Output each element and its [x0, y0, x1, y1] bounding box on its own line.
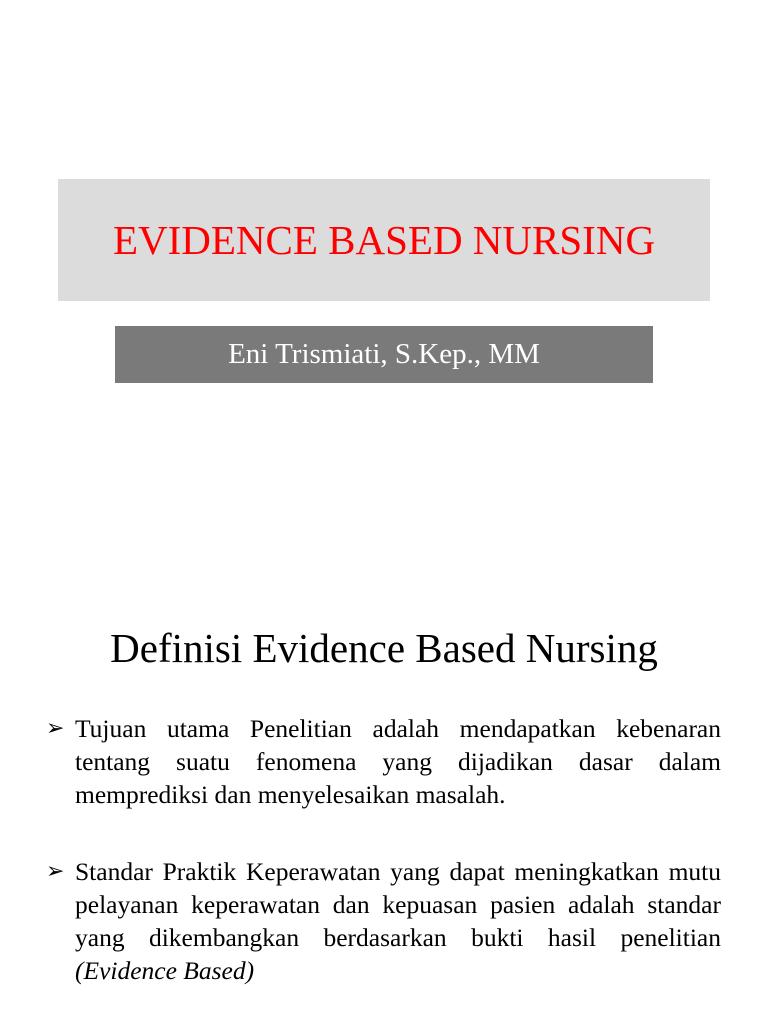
- bullet-list: [46, 712, 721, 1031]
- bullet-italic-text: (Evidence Based): [75, 956, 255, 985]
- author-banner: [115, 326, 653, 383]
- author-name: Eni Trismiati, S.Kep., MM: [228, 338, 540, 370]
- title-banner: [58, 179, 710, 301]
- arrow-bullet-icon: ➢: [46, 859, 65, 884]
- slide-title: EVIDENCE BASED NURSING: [112, 217, 656, 263]
- bullet-text: Standar Praktik Keperawatan yang dapat meningkatkan mutu pelayanan keperawatan dan kepuasan pasien adalah standar yang dikembangkan berdasarkan bukti hasil penelitian: [75, 857, 721, 952]
- section-heading: Definisi Evidence Based Nursing: [110, 625, 658, 671]
- bullet-item: [46, 855, 721, 987]
- bullet-text: Tujuan utama Penelitian adalah mendapatkan kebenaran tentang suatu fenomena yang dijadikan dasar dalam memprediksi dan menyelesaikan masalah.: [75, 714, 721, 809]
- bullet-text-container: [75, 855, 721, 987]
- arrow-bullet-icon: ➢: [46, 716, 65, 741]
- bullet-item: [46, 712, 721, 811]
